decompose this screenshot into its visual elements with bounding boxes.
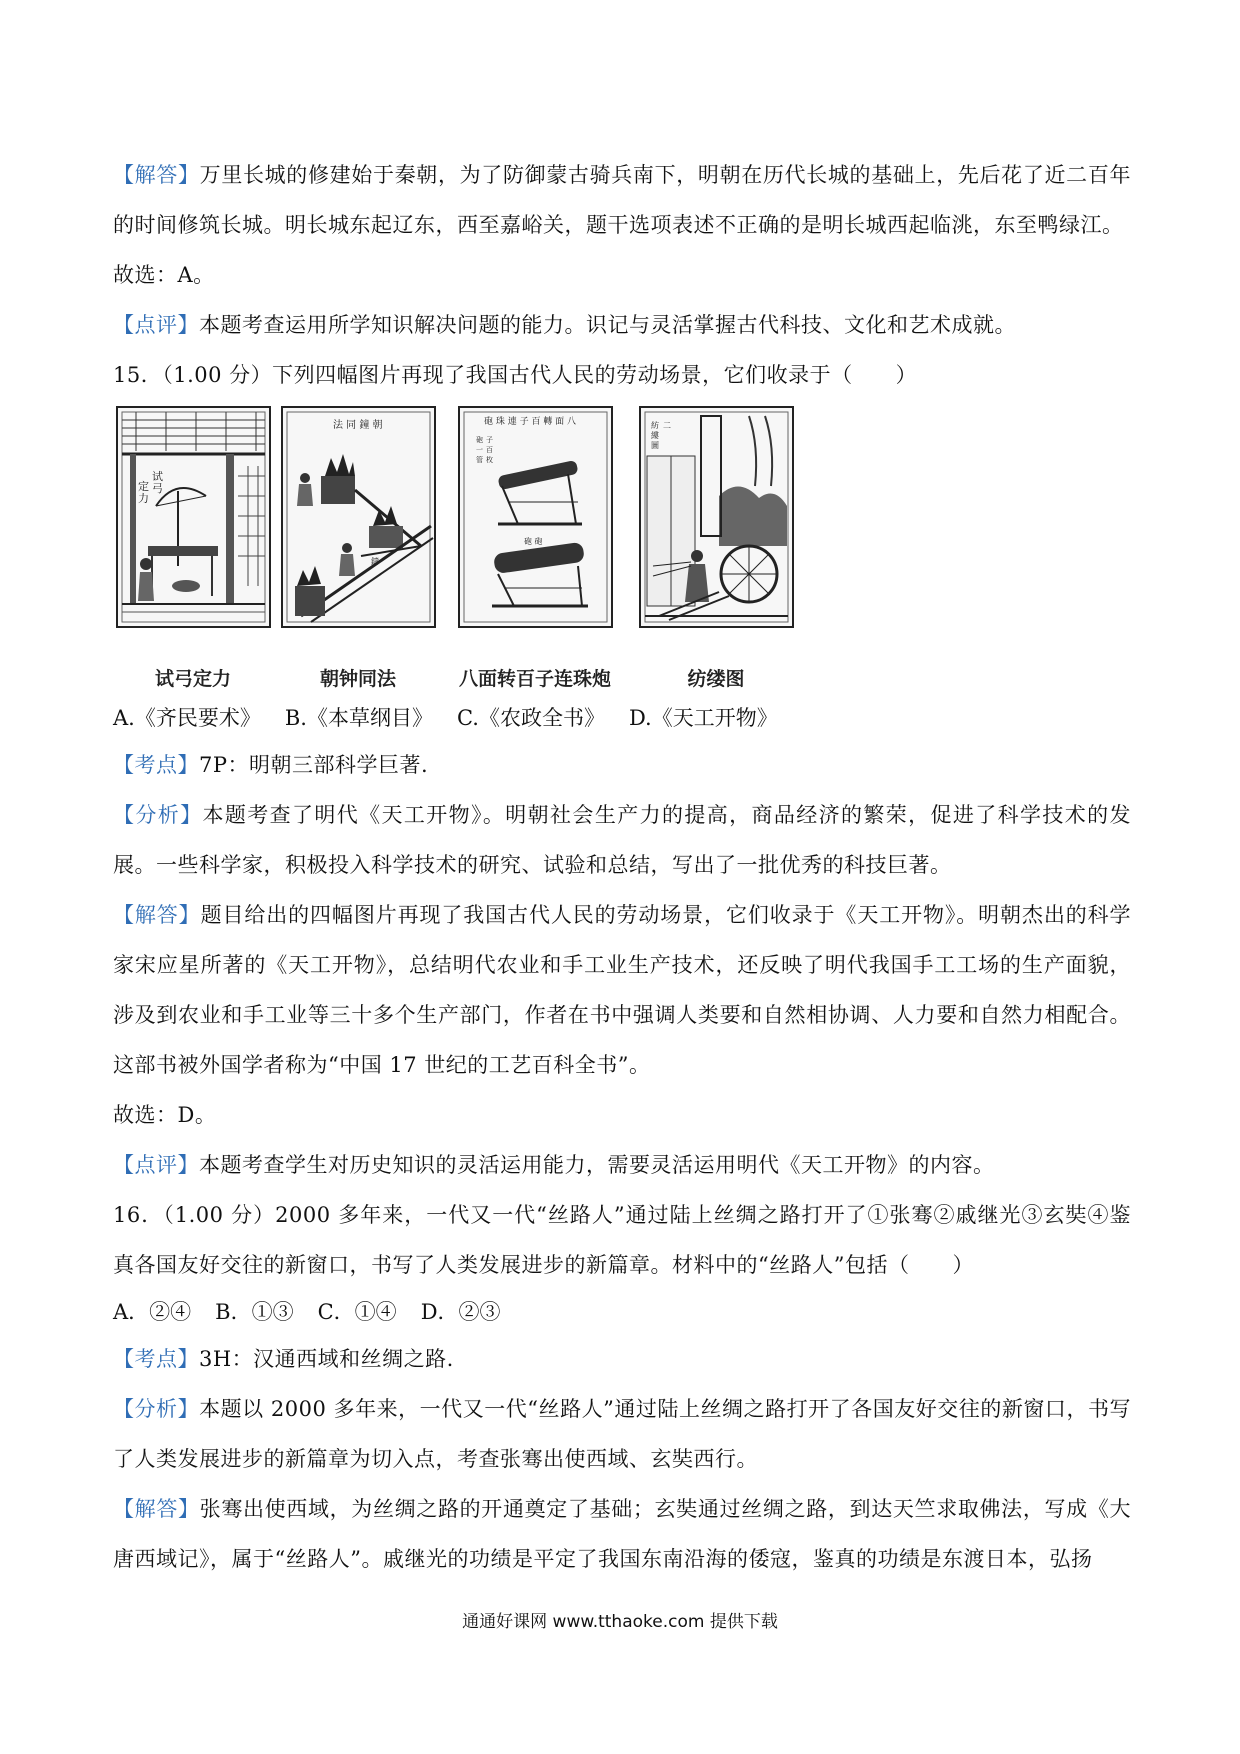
q14-comment-paragraph <box>113 300 1131 350</box>
page-footer: 通通好课网 www.tthaoke.com 提供下载 <box>462 1612 778 1632</box>
fenxi-tag: 【分析】 <box>113 803 203 827</box>
kaodian-tag: 【考点】 <box>113 753 199 777</box>
q16-kaodian-paragraph <box>113 1334 1131 1384</box>
comment-text: 本题考查运用所学知识解决问题的能力。识记与灵活掌握古代科技、文化和艺术成就。 <box>199 313 1016 337</box>
kaodian-text: 7P：明朝三部科学巨著. <box>199 753 429 777</box>
figure-caption-2: 朝钟同法 <box>319 668 396 690</box>
kaodian-text: 3H：汉通西域和丝绸之路. <box>199 1347 454 1371</box>
q16-answer-paragraph <box>113 1484 1131 1584</box>
svg-text:法 同 鐘 朝: 法 同 鐘 朝 <box>333 420 383 431</box>
svg-text:砲: 砲 <box>476 436 483 444</box>
q15-choice: 故选：D。 <box>113 1103 217 1127</box>
q15-comment-paragraph <box>113 1140 1131 1190</box>
figure-caption-3: 八面转百子连珠炮 <box>458 668 611 690</box>
q16-fenxi-paragraph <box>113 1384 1131 1484</box>
q15-kaodian-paragraph <box>113 740 1131 790</box>
svg-text:试: 试 <box>152 470 163 483</box>
svg-text:砲 珠 連 子 百 轉 面 八: 砲 珠 連 子 百 轉 面 八 <box>484 417 577 427</box>
archery-bow-test-illustration <box>116 406 271 628</box>
kaodian-tag: 【考点】 <box>113 1347 199 1371</box>
q16-option-d: D．②③ <box>420 1300 501 1324</box>
q15-option-b: B.《本草纲目》 <box>284 706 433 730</box>
fenxi-tag: 【分析】 <box>113 1397 200 1421</box>
figure-caption-4: 纺缕图 <box>687 668 745 690</box>
q15-answer-paragraph <box>113 890 1131 1090</box>
svg-text:紡: 紡 <box>651 421 659 430</box>
svg-text:圖: 圖 <box>651 441 659 450</box>
svg-text:砲 砲: 砲 砲 <box>524 537 543 546</box>
q15-options <box>113 696 1131 740</box>
fenxi-text: 本题以 2000 多年来，一代又一代“丝路人”通过陆上丝绸之路打开了各国友好交往的新窗口，书写了人类发展进步的新篇章为切入点，考查张骞出使西域、玄奘西行。 <box>113 1397 1131 1471</box>
q16-option-a: A．②④ <box>113 1300 192 1324</box>
answer-text: 题目给出的四幅图片再现了我国古代人民的劳动场景，它们收录于《天工开物》。明朝杰出的科学家宋应星所著的《天工开物》，总结明代农业和手工业生产技术，还反映了明代我国手工工场的生产面貌，涉及到农业和手工业等三十多个生产部门，作者在书中强调人类要和自然相协调、人力要和自然力相配合。这部书被外国学者称为“中国 17 世纪的工艺百科全书”。 <box>113 903 1132 1077</box>
content-column <box>113 150 1131 1584</box>
svg-text:弓: 弓 <box>152 482 163 495</box>
bell-casting-illustration <box>281 406 436 628</box>
q16-option-b: B．①③ <box>215 1300 294 1324</box>
fenxi-text: 本题考查了明代《天工开物》。明朝社会生产力的提高，商品经济的繁荣，促进了科学技术的发展。一些科学家，积极投入科学技术的研究、试验和总结，写出了一批优秀的科技巨著。 <box>113 803 1132 877</box>
answer-text: 万里长城的修建始于秦朝，为了防御蒙古骑兵南下，明朝在历代长城的基础上，先后花了近二百年的时间修筑长城。明长城东起辽东，西至嘉峪关，题干选项表述不正确的是明长城西起临洮，东至鸭绿江。 <box>113 163 1132 237</box>
svg-text:二: 二 <box>663 421 671 430</box>
comment-tag: 【点评】 <box>113 1153 199 1177</box>
q15-option-d: D.《天工开物》 <box>628 706 778 730</box>
q16-option-c: C．①④ <box>317 1300 397 1324</box>
answer-tag: 【解答】 <box>113 1497 200 1521</box>
figure-caption-1: 试弓定力 <box>154 668 231 690</box>
answer-tag: 【解答】 <box>113 163 200 187</box>
q15-option-c: C.《农政全书》 <box>456 706 605 730</box>
svg-text:一: 一 <box>476 446 483 454</box>
q15-stem: 15．（1.00 分）下列四幅图片再现了我国古代人民的劳动场景，它们收录于（ ） <box>113 363 918 387</box>
answer-tag: 【解答】 <box>113 903 201 927</box>
answer-text: 张骞出使西域，为丝绸之路的开通奠定了基础；玄奘通过丝绸之路，到达天竺求取佛法，写成《大唐西域记》，属于“丝路人”。戚继光的功绩是平定了我国东南沿海的倭寇，鉴真的功绩是东渡日本，弘扬 <box>113 1497 1132 1571</box>
svg-text:百: 百 <box>486 446 493 454</box>
svg-text:枚: 枚 <box>486 456 493 464</box>
q15-figure-row <box>113 406 1131 696</box>
q15-fenxi-paragraph <box>113 790 1131 890</box>
q16-stem: 16．（1.00 分）2000 多年来，一代又一代“丝路人”通过陆上丝绸之路打开了①张骞②戚继光③玄奘④鉴真各国友好交往的新窗口，书写了人类发展进步的新篇章。材料中的“丝路人”包括（ ） <box>113 1203 1131 1277</box>
svg-text:管: 管 <box>476 456 483 464</box>
comment-tag: 【点评】 <box>113 313 199 337</box>
q15-option-a: A.《齐民要术》 <box>113 706 261 730</box>
spinning-wheel-illustration <box>639 406 794 628</box>
q14-choice: 故选：A。 <box>113 263 215 287</box>
q14-answer-paragraph <box>113 150 1131 250</box>
cannon-illustration <box>458 406 613 628</box>
svg-text:鑄: 鑄 <box>371 557 379 566</box>
svg-text:定: 定 <box>138 480 149 493</box>
svg-text:縷: 縷 <box>651 431 659 440</box>
svg-text:子: 子 <box>486 436 493 444</box>
comment-text: 本题考查学生对历史知识的灵活运用能力，需要灵活运用明代《天工开物》的内容。 <box>199 1153 995 1177</box>
svg-text:力: 力 <box>138 492 149 505</box>
q16-options <box>113 1290 1131 1334</box>
